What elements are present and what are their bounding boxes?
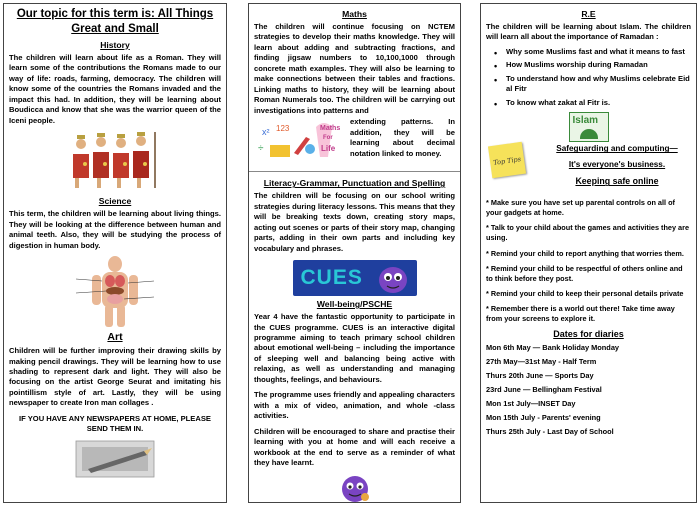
list-item: 23rd June — Bellingham Festival xyxy=(486,384,602,394)
re-intro: The children will be learning about Islam. The children will learn all about the importance of Ramadan : xyxy=(486,22,691,42)
list-item: Thurs 25th July - Last Day of School xyxy=(486,426,614,436)
list-item: * Make sure you have set up parental controls on all of your gadgets at home. xyxy=(486,198,675,218)
newspaper-notice: IF YOU HAVE ANY NEWSPAPERS AT HOME, PLEASE SEND THEM IN. xyxy=(19,413,211,434)
svg-text:123: 123 xyxy=(276,124,290,134)
everyones-business-heading: It's everyone's business. xyxy=(568,160,666,170)
list-item: 27th May—31st May - Half Term xyxy=(486,356,597,366)
purple-character-image xyxy=(339,472,371,503)
top-tips-label: Top Tips xyxy=(492,155,522,168)
history-heading: History xyxy=(100,39,130,50)
top-tips-sticky-note xyxy=(488,142,526,178)
list-item: • To understand how and why Muslims celebrate Eid al Fitr xyxy=(492,74,691,95)
mosque-icon xyxy=(580,129,598,139)
list-item: Mon 15th July - Parents' evening xyxy=(486,412,601,422)
literacy-heading: Literacy-Grammar, Punctuation and Spelling xyxy=(263,178,446,189)
list-item: • How Muslims worship during Ramadan xyxy=(492,60,691,70)
wellbeing-text-1: Year 4 have the fantastic opportunity to participate in the CUES programme. CUES is an interactive digital programme aiming to teach primary school children about emotional well-being – including the importance of sleeping well and balancing being active with relaxing, as well as understanding and managing thoughts, feelings, and behaviours. xyxy=(254,312,455,384)
pencil-drawing-image xyxy=(74,439,156,479)
svg-text:÷: ÷ xyxy=(258,143,264,155)
art-heading: Art xyxy=(107,331,123,344)
list-item: • To know what zakat al Fitr is. xyxy=(492,98,691,108)
left-panel xyxy=(3,3,227,503)
list-item: Thurs 20th June — Sports Day xyxy=(486,370,594,380)
svg-text:x²: x² xyxy=(262,127,270,138)
list-item: * Talk to your child about the games and activities they are using. xyxy=(486,223,690,243)
list-item: Mon 1st July—INSET Day xyxy=(486,398,576,408)
roman-soldiers-image xyxy=(69,130,161,192)
wellbeing-heading: Well-being/PSCHE xyxy=(316,299,393,310)
middle-panel xyxy=(248,3,461,503)
islam-image xyxy=(569,112,609,142)
topic-title: Our topic for this term is: All Things Great and Small xyxy=(16,8,214,35)
maths-for-life-logo xyxy=(254,117,346,163)
literacy-text: The children will be focusing on our school writing strategies during literacy lessons. This means that they will be breaking texts down, creating story maps, acting out scenes or parts of their story map, changing parts, adding in their own parts and including key vocabulary and phrases. xyxy=(254,191,455,253)
cues-logo xyxy=(293,260,417,296)
list-item: * Remind your child to keep their personal details private xyxy=(486,288,684,298)
re-bullet-list xyxy=(492,47,691,108)
maths-logo-line2: For xyxy=(323,135,333,142)
maths-text: The children will continue focusing on NCTEM strategies to develop their maths knowledge. They will learn about adding and subtracting fractions, and finding jigsaw numbers to 10,100,1000 through concrete math examples. They will also be learning to make connections between their tables and fractions. Linking maths to history, they will be learning about Roman Numerals too. The children will be carrying out investigations into patterns and xyxy=(254,22,455,115)
keeping-safe-heading: Keeping safe online xyxy=(575,176,659,187)
list-item: • Why some Muslims fast and what it means to fast xyxy=(492,47,691,57)
maths-logo-line3: Life xyxy=(321,144,336,154)
list-item: * Remind your child to be respectful of others online and to think before they post. xyxy=(486,263,683,283)
cues-logo-text: CUES xyxy=(300,266,363,290)
list-item: Mon 6th May — Bank Holiday Monday xyxy=(486,342,620,352)
science-text: This term, the children will be learning about living things. They will be looking at the difference between human and animal teeth. Also, they will be studying the process of digestion in human body. xyxy=(9,209,221,250)
list-item: * Remind your child to report anything that worries them. xyxy=(486,248,684,258)
wellbeing-text-2: The programme uses friendly and appealing characters with a mix of video, animation, and whole -class activities. xyxy=(254,390,455,421)
safeguarding-heading: Safeguarding and computing— xyxy=(556,144,678,154)
human-anatomy-image xyxy=(72,255,158,327)
list-item: * Remember there is a world out there! Take time away from your screens to explore it. xyxy=(486,303,675,323)
history-text: The children will learn about life as a Roman. They will learn some of the contributions the Romans made to our way of life: roads, farming, democracy. The children will know some of the countries the Romans invaded and the impact this had. In addition, they will be learning about Boudicca and know that she was the warrior queen of the Iceni people. xyxy=(9,52,221,125)
art-text: Children will be further improving their drawing skills by making pencil drawings. They will be learning how to use shading to represent dark and light. They will also be focusing on the artist George Seurat and imitating his pointillism style of art. Lastly, they will be using newspaper to create Iron man collages . xyxy=(9,346,221,408)
wellbeing-text-3: Children will be encouraged to share and practise their learning with you at home and will each receive a workbook at the end to serve as a reminder of what they have learnt. xyxy=(254,426,455,468)
science-heading: Science xyxy=(98,196,132,207)
maths-heading: Maths xyxy=(342,9,367,19)
maths-text-continued: extending patterns. In addition, they will be learning about decimal notation linked to money. xyxy=(350,117,455,158)
dates-list xyxy=(486,343,691,436)
re-heading: R.E xyxy=(581,9,596,19)
dates-heading: Dates for diaries xyxy=(553,328,624,339)
islam-label: Islam xyxy=(572,115,599,127)
safety-tips-list xyxy=(486,198,691,324)
right-panel xyxy=(480,3,697,503)
maths-logo-line1: Maths xyxy=(320,125,341,133)
cues-character-icon xyxy=(375,261,411,295)
